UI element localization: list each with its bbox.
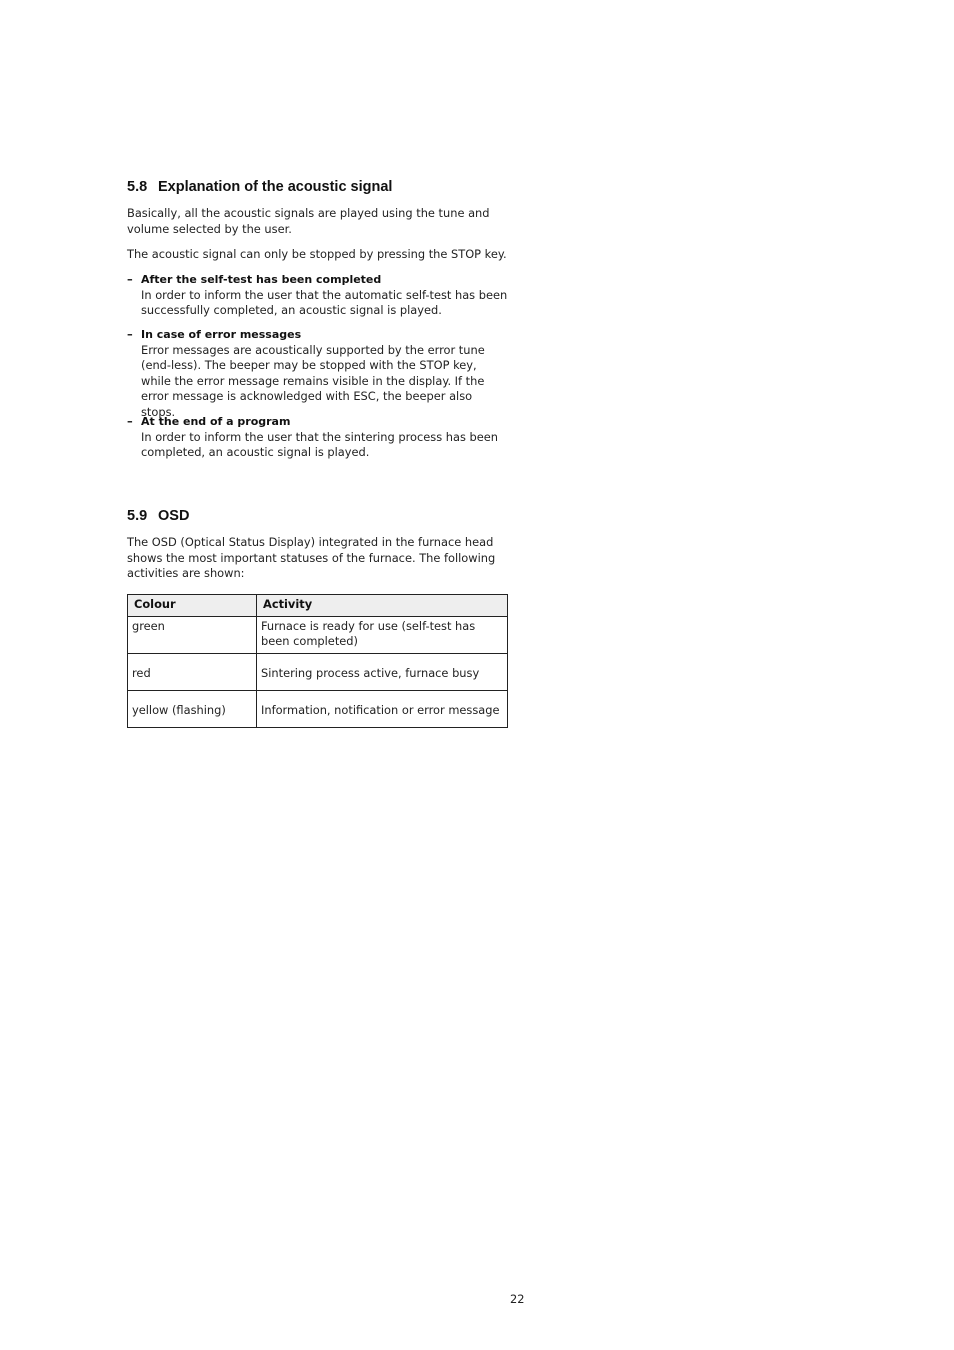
section-5-8-paragraph-1: Basically, all the acoustic signals are played using the tune and volume selected by the user. xyxy=(127,206,490,236)
bullet-dash: – xyxy=(127,414,133,428)
bullet-self-test xyxy=(127,272,509,319)
bullet-error-messages xyxy=(127,327,509,421)
bullet-end-of-program xyxy=(127,414,509,461)
table-cell-colour: red xyxy=(128,654,257,691)
table-header-colour: Colour xyxy=(128,595,257,617)
section-5-8-title: Explanation of the acoustic signal xyxy=(158,179,393,195)
table-cell-colour: yellow (flashing) xyxy=(128,691,257,728)
table-cell-activity: Information, notification or error message xyxy=(257,691,508,728)
section-5-9-paragraph-1: The OSD (Optical Status Display) integrated in the furnace head shows the most important statuses of the furnace. The following activities are shown: xyxy=(127,535,496,581)
table-cell-colour: green xyxy=(128,617,257,654)
table-row xyxy=(128,691,508,728)
osd-colour-table xyxy=(127,594,508,728)
bullet-title: At the end of a program xyxy=(141,415,291,428)
section-5-8-paragraph-2: The acoustic signal can only be stopped by pressing the STOP key. xyxy=(127,247,507,261)
bullet-title: After the self-test has been completed xyxy=(141,273,382,286)
bullet-text: Error messages are acoustically supported by the error tune (end-less). The beeper may be stopped with the STOP key, while the error message remains visible in the display. If the error message is acknowledged with ESC, the beeper also stops. xyxy=(141,342,485,419)
table-row xyxy=(128,617,508,654)
bullet-title: In case of error messages xyxy=(141,328,302,341)
table-header-row xyxy=(128,595,508,617)
page-number: 22 xyxy=(510,1292,525,1306)
bullet-dash: – xyxy=(127,272,133,286)
section-5-8-heading xyxy=(127,179,392,195)
bullet-dash: – xyxy=(127,327,133,341)
section-5-9-number: 5.9 xyxy=(127,508,148,524)
bullet-text: In order to inform the user that the automatic self-test has been successfully completed, an acoustic signal is played. xyxy=(141,287,508,318)
section-5-9-heading xyxy=(127,508,189,524)
bullet-text: In order to inform the user that the sintering process has been completed, an acoustic signal is played. xyxy=(141,429,498,460)
table-row xyxy=(128,654,508,691)
section-5-9-title: OSD xyxy=(158,508,190,524)
table-header-activity: Activity xyxy=(257,595,508,617)
section-5-8-number: 5.8 xyxy=(127,179,148,195)
table-cell-activity: Furnace is ready for use (self-test has been completed) xyxy=(257,617,508,654)
table-cell-activity: Sintering process active, furnace busy xyxy=(257,654,508,691)
